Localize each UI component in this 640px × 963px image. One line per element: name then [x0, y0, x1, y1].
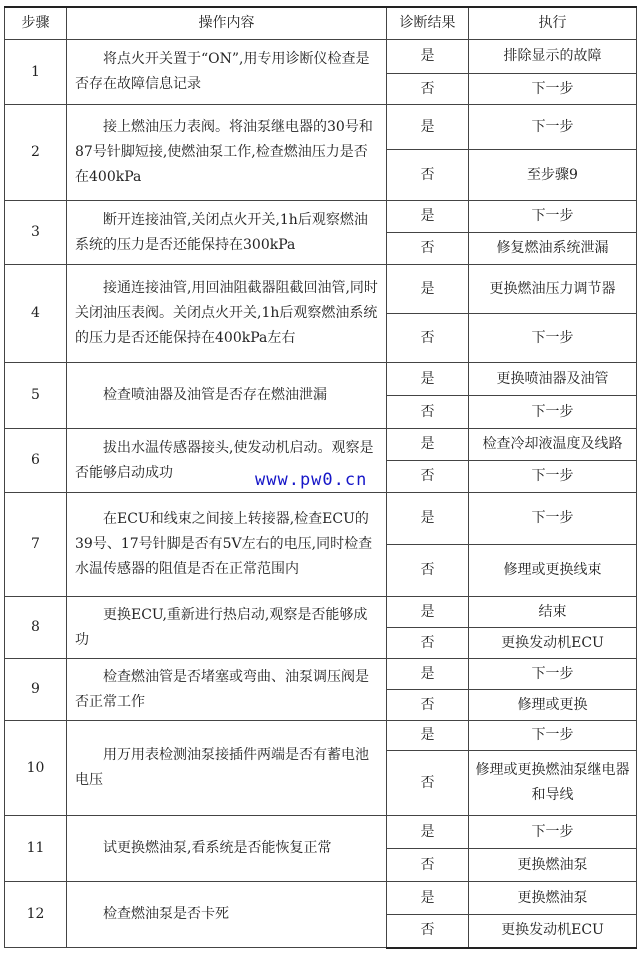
result-yes: 是 — [387, 597, 469, 628]
action-text: 检查冷却液温度及线路 — [469, 429, 637, 461]
step-number: 9 — [5, 659, 67, 721]
watermark-text: www.pw0.cn — [255, 470, 368, 490]
action-text: 修理或更换线束 — [469, 545, 637, 597]
result-no: 否 — [387, 545, 469, 597]
result-yes: 是 — [387, 105, 469, 150]
step-number: 3 — [5, 201, 67, 265]
result-yes: 是 — [387, 493, 469, 545]
table-row — [5, 363, 637, 396]
operation-text: 更换ECU,重新进行热启动,观察是否能够成功 — [67, 597, 387, 659]
table-row — [5, 816, 637, 849]
result-no: 否 — [387, 915, 469, 948]
step-number: 10 — [5, 721, 67, 816]
operation-text: 检查燃油管是否堵塞或弯曲、油泵调压阀是否正常工作 — [67, 659, 387, 721]
table-row — [5, 105, 637, 150]
step-number: 8 — [5, 597, 67, 659]
action-text: 下一步 — [469, 493, 637, 545]
action-text: 结束 — [469, 597, 637, 628]
table-row — [5, 659, 637, 690]
action-text: 更换喷油器及油管 — [469, 363, 637, 396]
action-text: 更换燃油泵 — [469, 882, 637, 915]
table-row — [5, 721, 637, 751]
action-text: 排除显示的故障 — [469, 40, 637, 74]
step-number: 1 — [5, 40, 67, 105]
action-text: 更换燃油压力调节器 — [469, 265, 637, 314]
operation-text: 检查燃油泵是否卡死 — [67, 882, 387, 948]
action-text: 修复燃油系统泄漏 — [469, 233, 637, 265]
result-yes: 是 — [387, 201, 469, 233]
action-text: 下一步 — [469, 721, 637, 751]
table-header-row — [5, 7, 637, 40]
operation-text: 在ECU和线束之间接上转接器,检查ECU的39号、17号针脚是否有5V左右的电压,同时检查水温传感器的阻值是否在正常范围内 — [67, 493, 387, 597]
result-yes: 是 — [387, 659, 469, 690]
action-text: 下一步 — [469, 816, 637, 849]
table-row — [5, 597, 637, 628]
step-number: 5 — [5, 363, 67, 429]
result-no: 否 — [387, 150, 469, 201]
result-yes: 是 — [387, 721, 469, 751]
action-text: 下一步 — [469, 659, 637, 690]
result-yes: 是 — [387, 429, 469, 461]
result-no: 否 — [387, 233, 469, 265]
operation-text: 检查喷油器及油管是否存在燃油泄漏 — [67, 363, 387, 429]
result-yes: 是 — [387, 40, 469, 74]
header-result: 诊断结果 — [387, 7, 469, 40]
table-row — [5, 201, 637, 233]
result-no: 否 — [387, 628, 469, 659]
result-no: 否 — [387, 690, 469, 721]
table-row — [5, 429, 637, 461]
result-no: 否 — [387, 849, 469, 882]
action-text: 更换发动机ECU — [469, 628, 637, 659]
step-number: 2 — [5, 105, 67, 201]
operation-text: 拔出水温传感器接头,使发动机启动。观察是否能够启动成功 — [67, 429, 387, 493]
action-text: 更换燃油泵 — [469, 849, 637, 882]
operation-text: 将点火开关置于“ON”,用专用诊断仪检查是否存在故障信息记录 — [67, 40, 387, 105]
operation-text: 接上燃油压力表阀。将油泵继电器的30号和87号针脚短接,使燃油泵工作,检查燃油压力是否在400kPa — [67, 105, 387, 201]
action-text: 下一步 — [469, 396, 637, 429]
result-no: 否 — [387, 751, 469, 816]
step-number: 4 — [5, 265, 67, 363]
result-no: 否 — [387, 461, 469, 493]
step-number: 12 — [5, 882, 67, 948]
result-yes: 是 — [387, 265, 469, 314]
action-text: 下一步 — [469, 201, 637, 233]
action-text: 下一步 — [469, 314, 637, 363]
operation-text: 断开连接油管,关闭点火开关,1h后观察燃油系统的压力是否还能保持在300kPa — [67, 201, 387, 265]
operation-text: 用万用表检测油泵接插件两端是否有蓄电池电压 — [67, 721, 387, 816]
action-text: 修理或更换燃油泵继电器和导线 — [469, 751, 637, 816]
step-number: 7 — [5, 493, 67, 597]
step-number: 6 — [5, 429, 67, 493]
action-text: 下一步 — [469, 461, 637, 493]
result-yes: 是 — [387, 363, 469, 396]
table-row — [5, 40, 637, 74]
result-yes: 是 — [387, 816, 469, 849]
action-text: 修理或更换 — [469, 690, 637, 721]
result-no: 否 — [387, 314, 469, 363]
step-number: 11 — [5, 816, 67, 882]
operation-text: 试更换燃油泵,看系统是否能恢复正常 — [67, 816, 387, 882]
header-step: 步骤 — [5, 7, 67, 40]
table-row — [5, 493, 637, 545]
action-text: 下一步 — [469, 74, 637, 105]
table-row — [5, 882, 637, 915]
action-text: 下一步 — [469, 105, 637, 150]
result-no: 否 — [387, 74, 469, 105]
action-text: 更换发动机ECU — [469, 915, 637, 948]
header-operation: 操作内容 — [67, 7, 387, 40]
action-text: 至步骤9 — [469, 150, 637, 201]
table-body — [5, 40, 637, 948]
result-yes: 是 — [387, 882, 469, 915]
table-row — [5, 265, 637, 314]
header-action: 执行 — [469, 7, 637, 40]
operation-text: 接通连接油管,用回油阻截器阻截回油管,同时关闭油压表阀。关闭点火开关,1h后观察燃油系统的压力是否还能保持在400kPa左右 — [67, 265, 387, 363]
result-no: 否 — [387, 396, 469, 429]
